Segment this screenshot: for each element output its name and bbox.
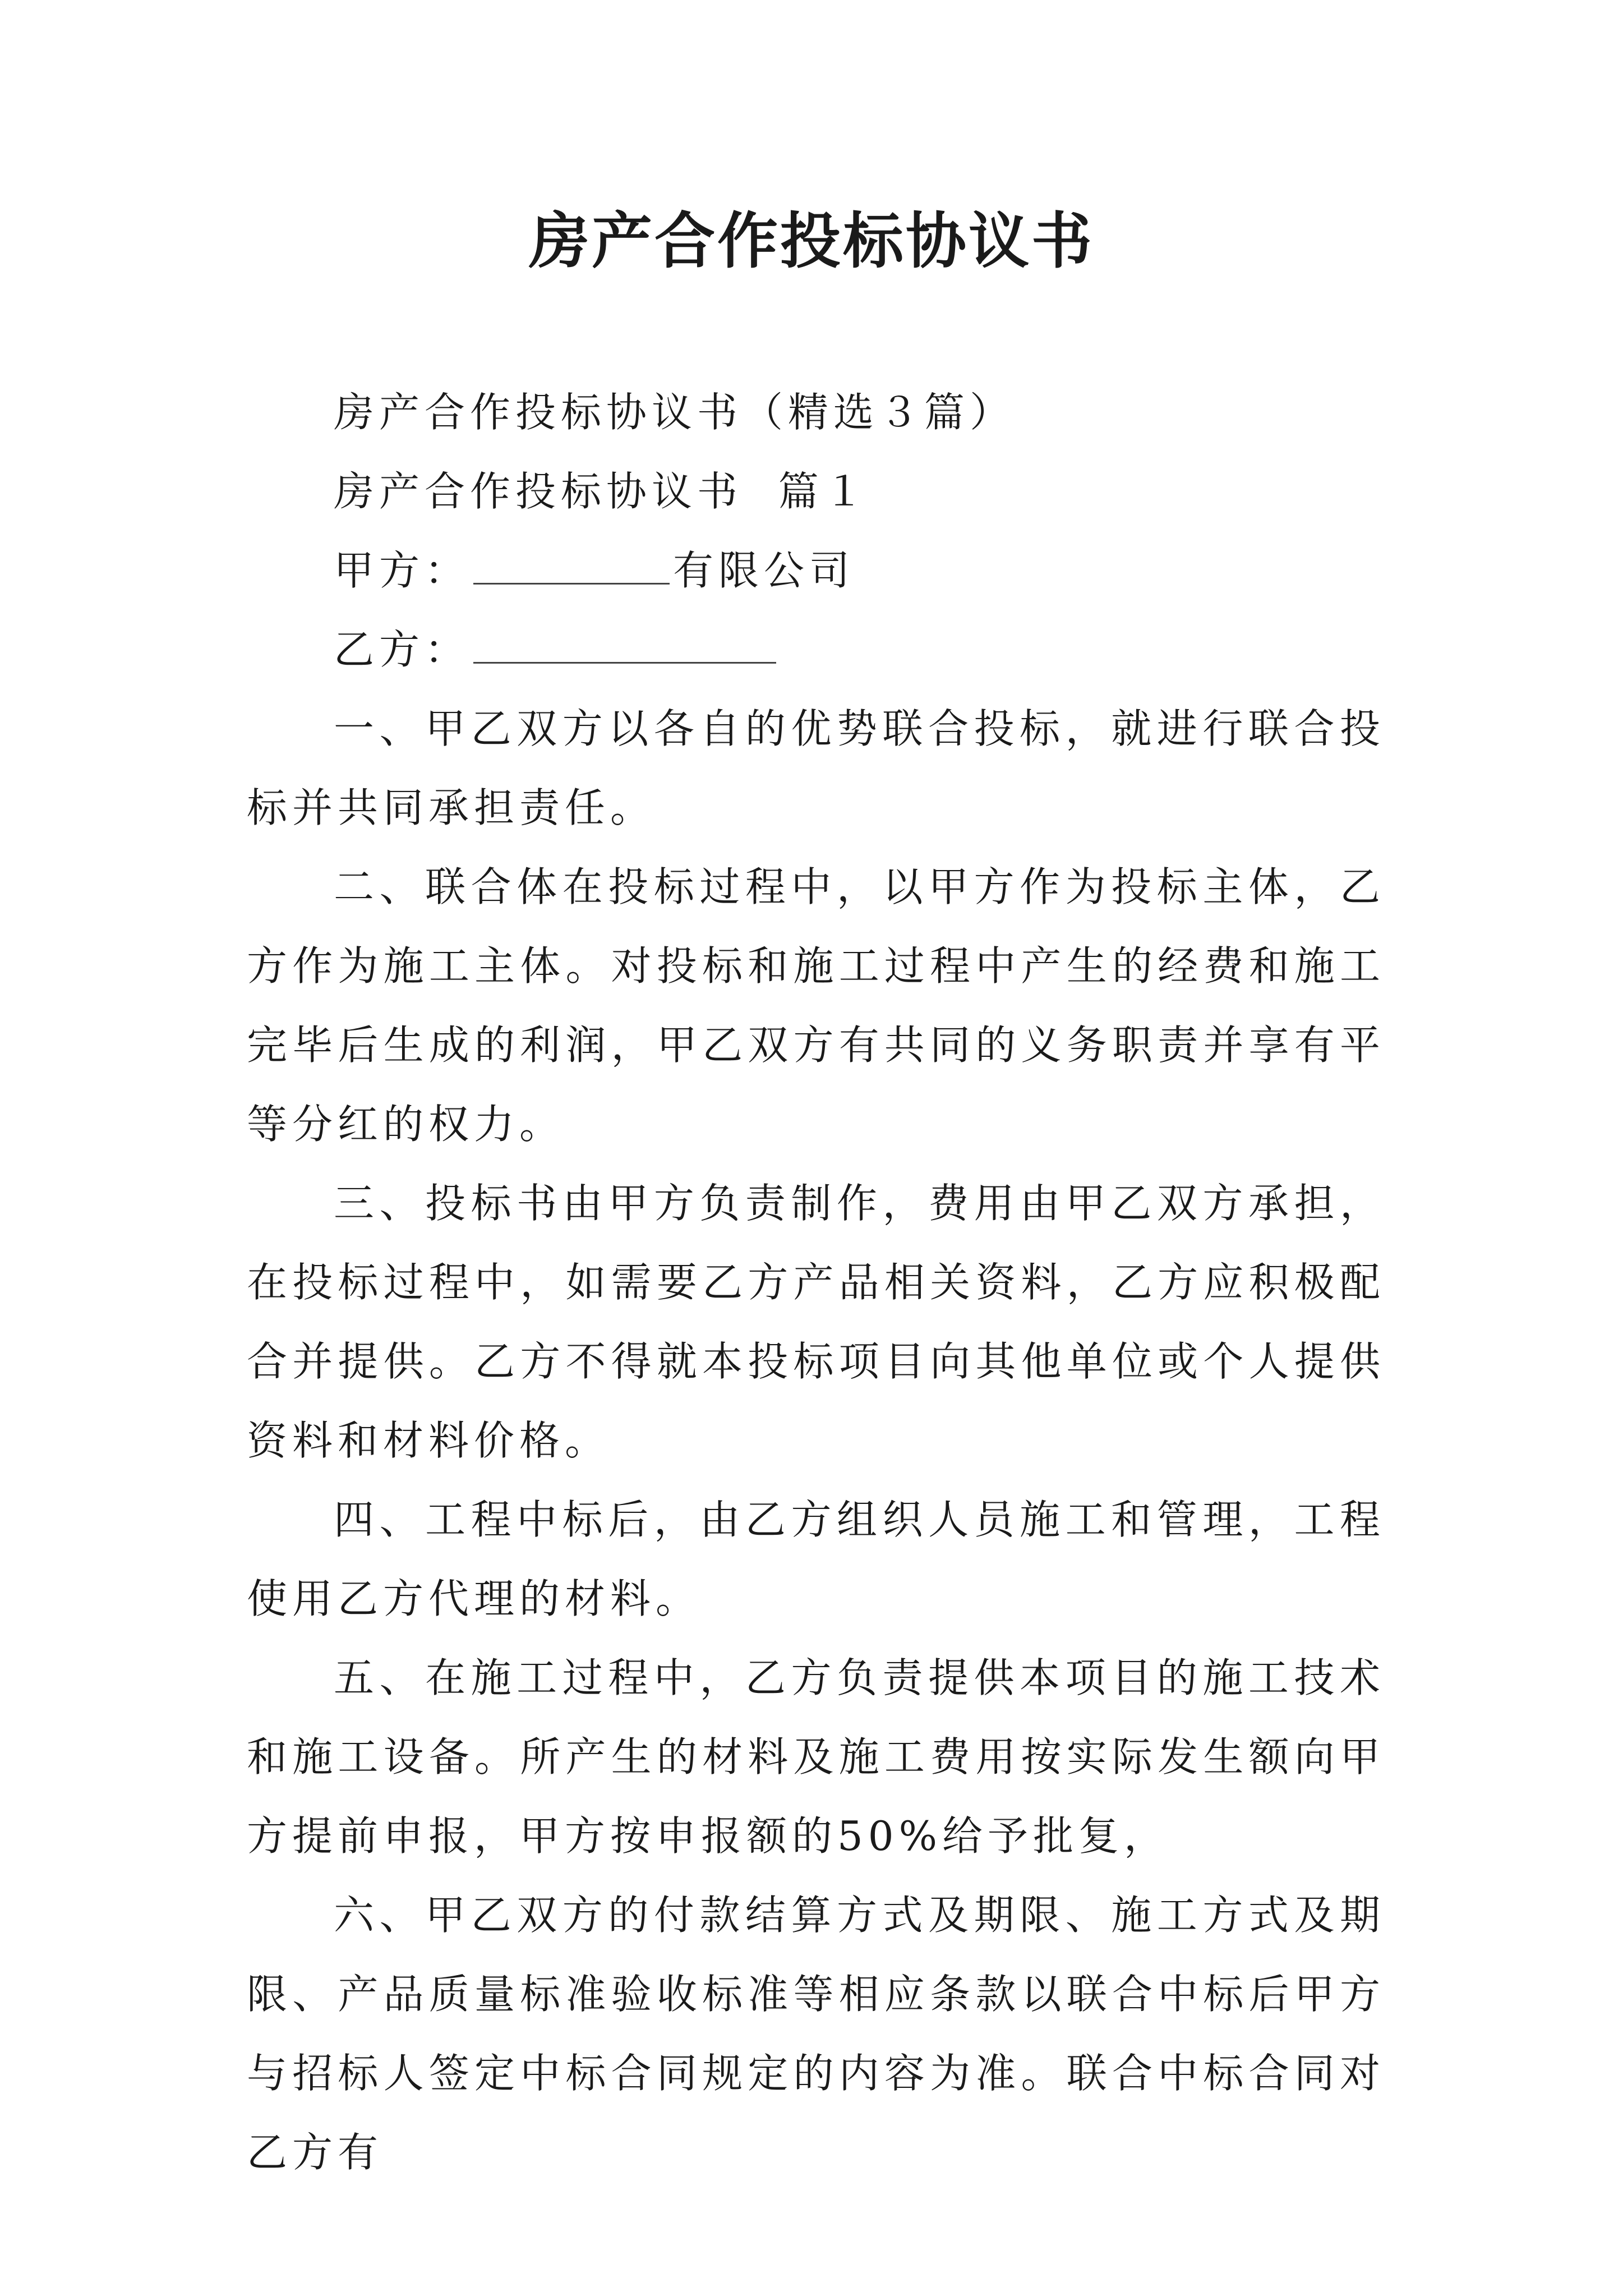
section-heading: 房产合作投标协议书 篇１ [334, 468, 869, 515]
clause-1: 一、甲乙双方以各自的优势联合投标，就进行联合投标并共同承担责任。 [247, 705, 1385, 831]
clause-4: 四、工程中标后，由乙方组织人员施工和管理，工程使用乙方代理的材料。 [247, 1496, 1385, 1622]
party-a-suffix: 有限公司 [673, 547, 855, 594]
document-body [247, 373, 1385, 2192]
party-a-line [247, 531, 1385, 610]
party-a-label: 甲方： [334, 547, 471, 594]
clause-6: 六、甲乙双方的付款结算方式及期限、施工方式及期限、产品质量标准验收标准等相应条款以联合中标后甲方与招标人签定中标合同规定的内容为准。联合中标合同对乙方有 [247, 1892, 1385, 2176]
party-b-label: 乙方： [334, 626, 471, 673]
document-title: 房产合作投标协议书 [528, 206, 1094, 277]
party-b-blank [473, 628, 776, 664]
clause-3: 三、投标书由甲方负责制作，费用由甲乙双方承担，在投标过程中，如需要乙方产品相关资料，乙方应积极配合并提供。乙方不得就本投标项目向其他单位或个人提供资料和材料价格。 [247, 1180, 1385, 1464]
party-a-blank [473, 549, 670, 585]
party-b-line [247, 610, 1385, 689]
clause-2: 二、联合体在投标过程中，以甲方作为投标主体，乙方作为施工主体。对投标和施工过程中产生的经费和施工完毕后生成的利润，甲乙双方有共同的义务职责并享有平等分红的权力。 [247, 863, 1385, 1148]
document-subtitle: 房产合作投标协议书（精选３篇） [334, 389, 1016, 436]
clause-5: 五、在施工过程中，乙方负责提供本项目的施工技术和施工设备。所产生的材料及施工费用按实际发生额向甲方提前申报，甲方按申报额的50%给予批复， [247, 1654, 1385, 1860]
